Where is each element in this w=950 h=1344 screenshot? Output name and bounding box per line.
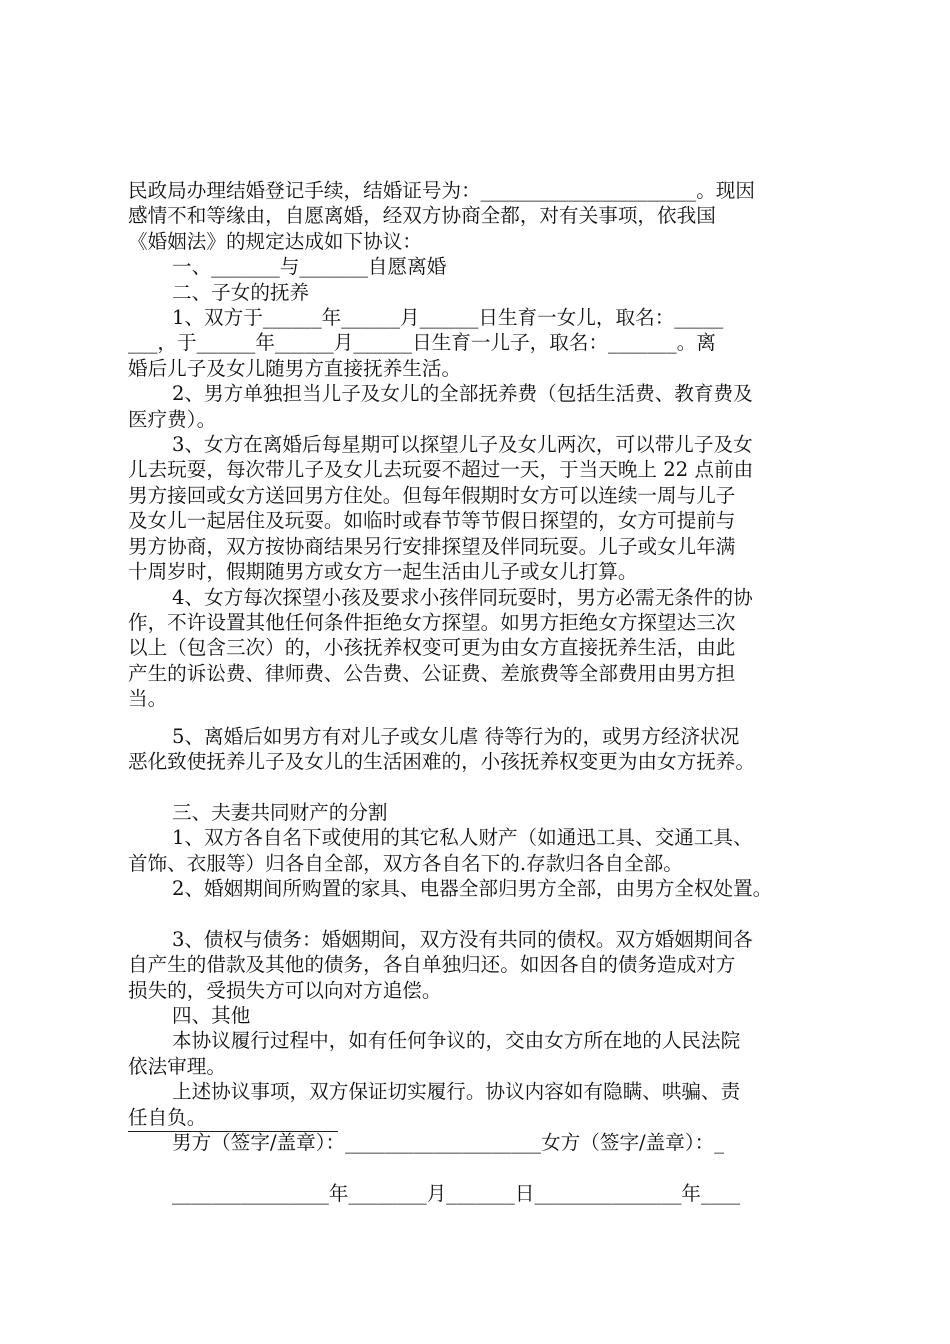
text-line: 产生的诉讼费、律师费、公告费、公证费、差旅费等全部费用由男方担 — [128, 661, 736, 685]
section-heading: 二、子女的抚养 — [172, 280, 310, 304]
text-line: 医疗费）。 — [128, 407, 217, 431]
text-line: 依法审理。 — [128, 1054, 226, 1078]
text-line: 十周岁时，假期随男方或女方一起生活由儿子或女儿打算。 — [128, 560, 638, 584]
text-line: 自产生的借款及其他的债务，各自单独归还。如因各自的债务造成对方 — [128, 953, 736, 977]
agreement-body — [128, 178, 844, 1206]
spacer — [128, 774, 844, 799]
text-line: 任自负。 — [128, 1105, 207, 1129]
spacer — [128, 901, 844, 926]
clause-heading: 一、_______与_______自愿离婚 — [172, 255, 447, 279]
section-heading: 四、其他 — [172, 1003, 251, 1027]
text-line: ___，于______年______月______日生育一儿子，取名：_______。离 — [128, 331, 716, 355]
text-line: 2、男方单独担当儿子及女儿的全部抚养费（包括生活费、教育费及 — [172, 382, 753, 406]
text-line: 本协议履行过程中，如有任何争议的，交由女方所在地的人民法院 — [172, 1029, 741, 1053]
text-line: 婚后儿子及女儿随男方直接抚养生活。 — [128, 356, 462, 380]
text-line: 1、双方于______年______月______日生育一女儿，取名：_____ — [172, 306, 724, 330]
date-line: ________________年________月_______日_______________年____ — [172, 1181, 741, 1205]
text-line: 上述协议事项，双方保证切实履行。协议内容如有隐瞒、哄骗、责 — [172, 1080, 741, 1104]
spacer — [128, 712, 844, 724]
section-heading: 三、夫妻共同财产的分割 — [172, 800, 388, 824]
text-line: 5、离婚后如男方有对儿子或女儿虐 待等行为的，或男方经济状况 — [172, 724, 740, 748]
text-line: 1、双方各自名下或使用的其它私人财产（如通迅工具、交通工具、 — [172, 826, 753, 850]
text-line: 首饰、衣服等）归各自全部，双方各自名下的.存款归各自全部。 — [128, 851, 683, 875]
text-line: 感情不和等缘由，自愿离婚，经双方协商全都，对有关事项，依我国 — [128, 204, 716, 228]
text-line: 作，不许设置其他任何条件拒绝女方探望。如男方拒绝女方探望达三次 — [128, 610, 736, 634]
text-line: 男方接回或女方送回男方住处。但每年假期时女方可以连续一周与儿子 — [128, 483, 736, 507]
text-line: 2、婚姻期间所购置的家具、电器全部归男方全部，由男方全权处置。 — [172, 876, 773, 900]
text-line: 当。 — [128, 687, 168, 711]
signature-line: 男方（签字/盖章）：____________________女方（签字/盖章）：_ — [172, 1131, 725, 1154]
text-line: 4、女方每次探望小孩及要求小孩伴同玩耍时，男方必需无条件的协 — [172, 585, 753, 609]
text-line: 恶化致使抚养儿子及女儿的生活困难的，小孩抚养权变更为由女方抚养。 — [128, 749, 755, 773]
text-line: 损失的，受损失方可以向对方追偿。 — [128, 978, 442, 1002]
signature-blank-row — [128, 1155, 844, 1180]
signature-blank — [128, 1131, 338, 1132]
text-line: 以上（包含三次）的，小孩抚养权变可更为由女方直接抚养生活，由此 — [128, 636, 736, 660]
text-line: 儿去玩耍，每次带儿子及女儿去玩耍不超过一天，于当天晚上 22 点前由 — [128, 458, 754, 482]
text-line: 男方协商，双方按协商结果另行安排探望及伴同玩耍。儿子或女儿年满 — [128, 534, 736, 558]
text-line: 民政局办理结婚登记手续，结婚证号为：______________________。现因 — [128, 179, 755, 202]
text-line: 3、债权与债务：婚姻期间，双方没有共同的债权。双方婚姻期间各 — [172, 927, 753, 951]
text-line: 3、女方在离婚后每星期可以探望儿子及女儿两次，可以带儿子及女 — [172, 433, 753, 457]
text-line: 及女儿一起居住及玩耍。如临时或春节等节假日探望的，女方可提前与 — [128, 509, 736, 533]
text-line: 《婚姻法》的规定达成如下协议： — [128, 229, 422, 253]
